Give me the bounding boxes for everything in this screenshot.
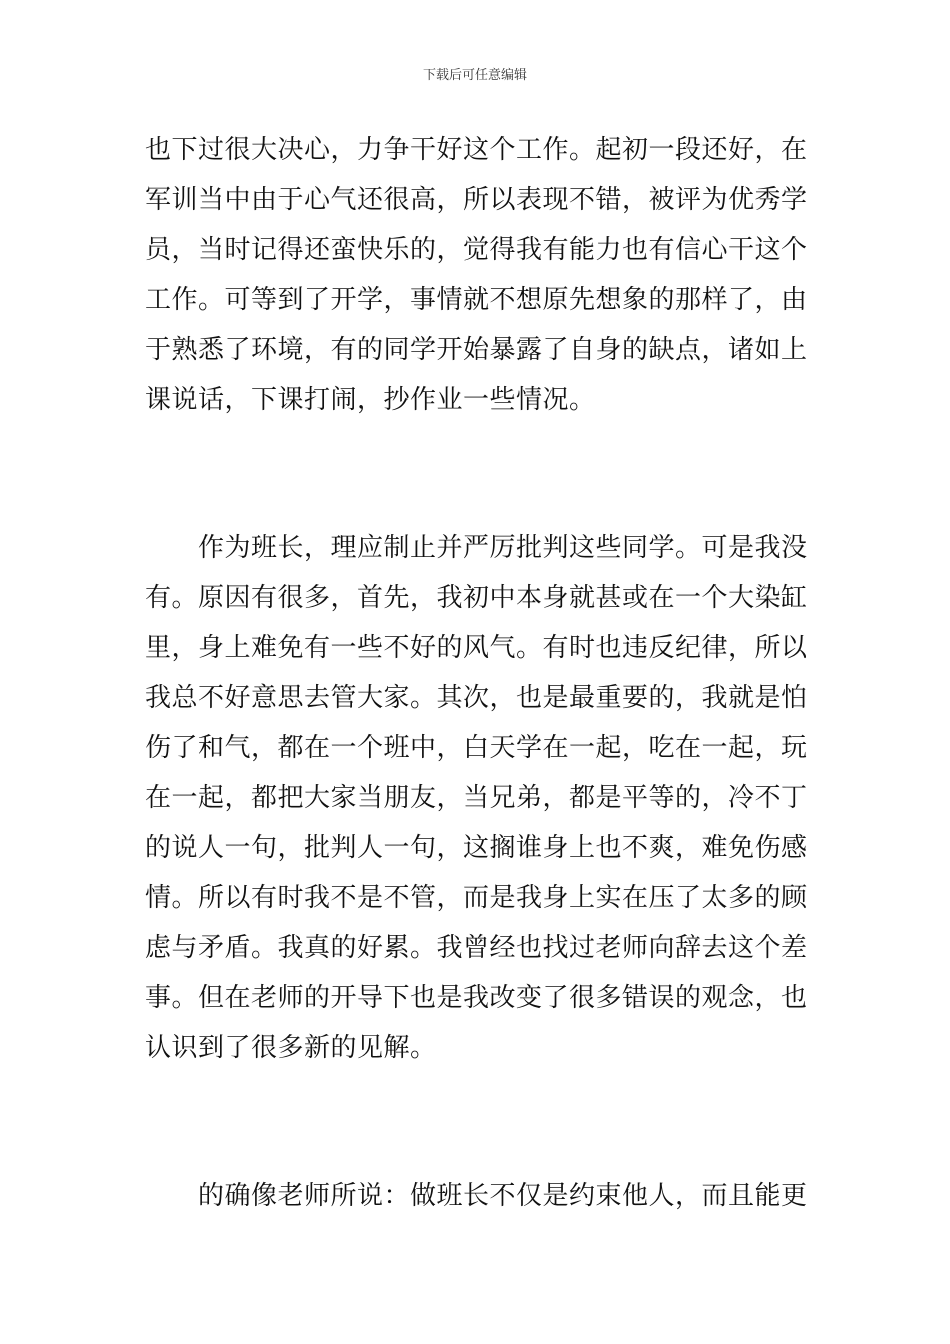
paragraph-line: 情。所以有时我不是不管，而是我身上实在压了太多的顾	[145, 883, 808, 913]
paragraph-line: 也下过很大决心，力争干好这个工作。起初一段还好，在	[145, 135, 808, 165]
paragraph-line: 虑与矛盾。我真的好累。我曾经也找过老师向辞去这个差	[145, 933, 808, 963]
paragraph-line: 的确像老师所说：做班长不仅是约束他人，而且能更	[198, 1181, 808, 1211]
page-header-note: 下载后可任意编辑	[422, 68, 527, 83]
paragraph-1	[145, 125, 810, 425]
paragraph-line: 有。原因有很多，首先，我初中本身就甚或在一个大染缸	[145, 583, 808, 613]
paragraph-line: 工作。可等到了开学，事情就不想原先想象的那样了，由	[145, 285, 808, 315]
paragraph-line: 我总不好意思去管大家。其次，也是最重要的，我就是怕	[145, 683, 808, 713]
paragraph-line: 课说话，下课打闹，抄作业一些情况。	[145, 385, 596, 415]
paragraph-line: 军训当中由于心气还很高，所以表现不错，被评为优秀学	[145, 185, 808, 215]
paragraph-line: 的说人一句，批判人一句，这搁谁身上也不爽，难免伤感	[145, 833, 808, 863]
paragraph-line: 伤了和气，都在一个班中，白天学在一起，吃在一起，玩	[145, 733, 808, 763]
paragraph-line: 事。但在老师的开导下也是我改变了很多错误的观念，也	[145, 983, 808, 1013]
paragraph-3	[145, 1171, 810, 1221]
paragraph-line: 认识到了很多新的见解。	[145, 1033, 437, 1063]
paragraph-line: 作为班长，理应制止并严厉批判这些同学。可是我没	[198, 533, 808, 563]
paragraph-2	[145, 523, 810, 1073]
paragraph-line: 员，当时记得还蛮快乐的，觉得我有能力也有信心干这个	[145, 235, 808, 265]
paragraph-line: 在一起，都把大家当朋友，当兄弟，都是平等的，冷不丁	[145, 783, 808, 813]
paragraph-line: 于熟悉了环境，有的同学开始暴露了自身的缺点，诸如上	[145, 335, 808, 365]
paragraph-line: 里，身上难免有一些不好的风气。有时也违反纪律，所以	[145, 633, 808, 663]
